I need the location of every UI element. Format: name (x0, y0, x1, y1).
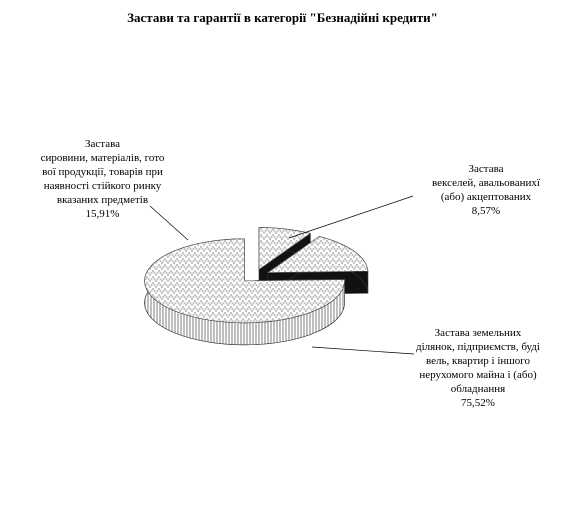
slice-label-bills (416, 162, 556, 218)
slice-label-line: Застава земельних (434, 327, 522, 339)
slice-value-label: 8,57% (471, 205, 501, 217)
slice-label-line: обладнання (450, 383, 506, 395)
slice-value-label: 15,91% (85, 208, 120, 220)
slice-label-line: вої продукції, товарів при (42, 166, 163, 178)
slice-label-line: ділянок, підприємств, буді (416, 341, 540, 353)
leader-line (289, 196, 413, 238)
slice-label-line: Застава (468, 163, 504, 175)
slice-label-raw-materials (30, 137, 175, 221)
leader-line (312, 347, 414, 354)
slice-label-line: (або) акцептованих (440, 191, 532, 203)
slice-label-line: Застава (84, 138, 121, 150)
slice-value-label: 75,52% (461, 397, 495, 409)
slice-label-line: векселей, авальованихї (432, 177, 540, 189)
slice-label-real-estate (402, 326, 554, 410)
slice-label-line: сировини, матеріалів, гото (40, 152, 165, 164)
slice-label-line: наявності стійкого ринку (43, 180, 162, 192)
chart-title: Застави та гарантії в категорії "Безнадійні кредити" (127, 10, 438, 25)
slice-label-line: нерухомого майна і (або) (419, 369, 537, 381)
slice-label-line: вель, квартир і іншого (425, 355, 531, 367)
slice-label-line: вказаних предметів (56, 194, 149, 206)
